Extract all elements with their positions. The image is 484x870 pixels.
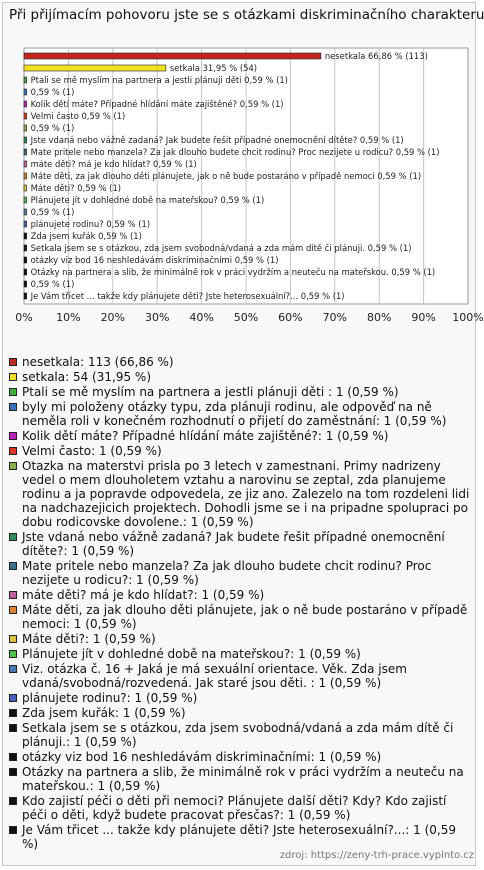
bar <box>24 149 27 155</box>
legend-entry <box>8 794 474 822</box>
x-tick-label: 50% <box>233 311 259 324</box>
bar-label: Je Vám třicet ... takže kdy plánujete děti? Jste heterosexuální?... 0,59 % (1) <box>30 291 345 301</box>
legend-entry <box>8 647 474 661</box>
bar-label: 0,59 % (1) <box>30 279 75 289</box>
legend-entry <box>8 750 474 764</box>
legend-entry <box>8 706 474 720</box>
legend-swatch <box>9 768 17 776</box>
legend-swatch <box>9 665 17 673</box>
bar <box>24 161 27 167</box>
legend-label: máte děti? má je kdo hlídat?: 1 (0,59 %) <box>22 588 265 602</box>
bar <box>24 209 27 215</box>
legend-swatch <box>9 462 17 470</box>
bar <box>24 89 27 95</box>
legend-entry <box>8 530 474 558</box>
bar-chart <box>0 0 484 350</box>
legend-label: plánujete rodinu?: 1 (0,59 %) <box>22 691 198 705</box>
legend-entry <box>8 459 474 529</box>
legend-label: nesetkala: 113 (66,86 %) <box>22 355 174 369</box>
bar-label: Plánujete jít v dohledné době na mateřskou? 0,59 % (1) <box>30 195 265 205</box>
legend-entry <box>8 691 474 705</box>
legend-swatch <box>9 753 17 761</box>
bar-label: otázky viz bod 16 neshledávám diskriminačními 0,59 % (1) <box>30 255 279 265</box>
x-tick-label: 0% <box>15 311 33 324</box>
legend-label: Máte děti, za jak dlouho děti plánujete, jak o ně bude postaráno v případě nemoci: 1 (0,59 %) <box>22 603 468 631</box>
legend-swatch <box>9 724 17 732</box>
x-tick-label: 100% <box>452 311 484 324</box>
bar-label: Jste vdaná nebo vážně zadaná? Jak budete řešit případné onemocnění dítěte? 0,59 % (1) <box>30 135 404 145</box>
legend-swatch <box>9 373 17 381</box>
bar-label: máte děti? má je kdo hlídat? 0,59 % (1) <box>30 159 197 169</box>
bar-label: Velmi často 0,59 % (1) <box>30 111 126 121</box>
x-tick-label: 80% <box>366 311 392 324</box>
source-credit: zdroj: https://zeny-trh-prace.vyplnto.cz <box>279 850 474 861</box>
legend-entry <box>8 588 474 602</box>
legend-entry <box>8 385 474 399</box>
bar <box>24 221 27 227</box>
legend-swatch <box>9 650 17 658</box>
legend-label: setkala: 54 (31,95 %) <box>22 370 151 384</box>
x-tick-label: 10% <box>56 311 81 324</box>
legend-label: Mate pritele nebo manzela? Za jak dlouho budete chcit rodinu? Proc nezijete u rodicu?: 1 (0,59 %) <box>22 559 432 587</box>
chart-title: Při přijímacím pohovoru jste se s otázkami diskriminačního charakteru <box>9 7 484 23</box>
legend-swatch <box>9 447 17 455</box>
legend-label: byly mi položeny otázky typu, zda plánuji rodinu, ale odpověď na ně neměla roli v konečném rozhodnutí o přijetí do zaměstnání: 1 (0,59 %) <box>22 400 447 428</box>
legend-swatch <box>9 388 17 396</box>
legend-label: Setkala jsem se s otázkou, zda jsem svobodná/vdaná a zda mám dítě či plánuji.: 1 (0,59 %) <box>22 721 454 749</box>
bar <box>24 77 27 83</box>
legend-label: Kdo zajistí péči o děti při nemoci? Plánujete další děti? Kdy? Kdo zajistí péči o děti, když budete pracovat přesčas?: 1 (0,59 %) <box>22 794 447 822</box>
bar-label: Máte děti, za jak dlouho děti plánujete, jak o ně bude postaráno v případě nemoci 0,59 % (1) <box>30 171 422 181</box>
bar <box>24 269 27 275</box>
legend-swatch <box>9 826 17 834</box>
bar <box>24 185 27 191</box>
bar <box>24 233 27 239</box>
legend-entry <box>8 721 474 749</box>
chart-legend <box>8 355 474 852</box>
bar <box>24 173 27 179</box>
legend-swatch <box>9 709 17 717</box>
legend-swatch <box>9 562 17 570</box>
legend-entry <box>8 823 474 851</box>
legend-entry <box>8 355 474 369</box>
legend-swatch <box>9 606 17 614</box>
bar <box>24 293 27 299</box>
legend-entry <box>8 559 474 587</box>
x-tick-label: 90% <box>411 311 436 324</box>
x-tick-label: 70% <box>322 311 348 324</box>
legend-swatch <box>9 403 17 411</box>
bar-label: 0,59 % (1) <box>30 207 75 217</box>
bar <box>24 281 27 287</box>
legend-label: Máte děti?: 1 (0,59 %) <box>22 632 156 646</box>
bar-label: Kolik dětí máte? Případné hlídání máte zajištěné? 0,59 % (1) <box>30 99 284 109</box>
legend-entry <box>8 662 474 690</box>
legend-label: Viz. otázka č. 16 + Jaká je má sexuální orientace. Věk. Zda jsem vdaná/svobodná/rozvedená. Jak staré jsou děti. : 1 (0,59 %) <box>22 662 407 690</box>
legend-label: Kolik dětí máte? Případné hlídání máte zajištěné?: 1 (0,59 %) <box>22 429 389 443</box>
legend-swatch <box>9 533 17 541</box>
legend-label: otázky viz bod 16 neshledávám diskriminačními: 1 (0,59 %) <box>22 750 382 764</box>
legend-entry <box>8 400 474 428</box>
bar-label: Máte děti? 0,59 % (1) <box>30 183 122 193</box>
legend-label: Otázky na partnera a slib, že minimálně rok v práci vydržím a neuteču na mateřskou.: 1 (0,59 %) <box>22 765 464 793</box>
legend-swatch <box>9 635 17 643</box>
legend-entry <box>8 632 474 646</box>
legend-entry <box>8 370 474 384</box>
legend-swatch <box>9 358 17 366</box>
bar <box>24 65 166 71</box>
bar-label: 0,59 % (1) <box>30 87 75 97</box>
bar <box>24 245 27 251</box>
x-tick-label: 20% <box>100 311 126 324</box>
bar <box>24 53 321 59</box>
legend-label: Velmi často: 1 (0,59 %) <box>22 444 162 458</box>
bar-label: setkala 31,95 % (54) <box>169 63 258 73</box>
legend-label: Plánujete jít v dohledné době na mateřskou?: 1 (0,59 %) <box>22 647 361 661</box>
legend-swatch <box>9 432 17 440</box>
legend-swatch <box>9 591 17 599</box>
bar-label: Otázky na partnera a slib, že minimálně rok v práci vydržím a neuteču na mateřskou. 0,59 % (1) <box>30 267 436 277</box>
bar <box>24 137 27 143</box>
bar <box>24 257 27 263</box>
legend-entry <box>8 603 474 631</box>
x-tick-label: 40% <box>189 311 214 324</box>
legend-label: Jste vdaná nebo vážně zadaná? Jak budete řešit případné onemocnění dítěte?: 1 (0,59 %) <box>22 530 445 558</box>
legend-label: Zda jsem kuřák: 1 (0,59 %) <box>22 706 186 720</box>
bar-label: Mate pritele nebo manzela? Za jak dlouho budete chcit rodinu? Proc nezijete u rodicu? 0,59 % (1) <box>30 147 440 157</box>
bar-label: Ptali se mě myslím na partnera a jestli plánuji děti 0,59 % (1) <box>30 75 288 85</box>
legend-entry <box>8 765 474 793</box>
bar-label: Setkala jsem se s otázkou, zda jsem svobodná/vdaná a zda mám dítě či plánuji. 0,59 % (1) <box>30 243 412 253</box>
legend-entry <box>8 444 474 458</box>
bar-label: 0,59 % (1) <box>30 123 75 133</box>
x-tick-label: 30% <box>144 311 170 324</box>
bar <box>24 197 27 203</box>
legend-swatch <box>9 694 17 702</box>
legend-label: Je Vám třicet ... takže kdy plánujete děti? Jste heterosexuální?...: 1 (0,59 %) <box>22 823 457 851</box>
legend-label: Ptali se mě myslím na partnera a jestli plánuji děti : 1 (0,59 %) <box>22 385 399 399</box>
legend-entry <box>8 429 474 443</box>
bar-label: nesetkala 66,86 % (113) <box>324 51 428 61</box>
bar <box>24 113 27 119</box>
bar <box>24 125 27 131</box>
bar <box>24 101 27 107</box>
legend-label: Otazka na materstvi prisla po 3 letech v zamestnani. Primy nadrizeny vedel o mem dlouholetem vztahu a narovinu se zeptal, zda planujeme rodinu a ja popravde odpovedela, ze jiz ano. Zalezelo na tom rozdeleni lidi na nadchazejicich projektech. Dohodli jsme se i na pripadne spolupraci po dobu rodicovske dovolene.: 1 (0,59 %) <box>22 459 470 529</box>
x-tick-label: 60% <box>278 311 303 324</box>
bar-label: plánujete rodinu? 0,59 % (1) <box>30 219 151 229</box>
bar-label: Zda jsem kuřák 0,59 % (1) <box>30 231 142 241</box>
legend-swatch <box>9 797 17 805</box>
